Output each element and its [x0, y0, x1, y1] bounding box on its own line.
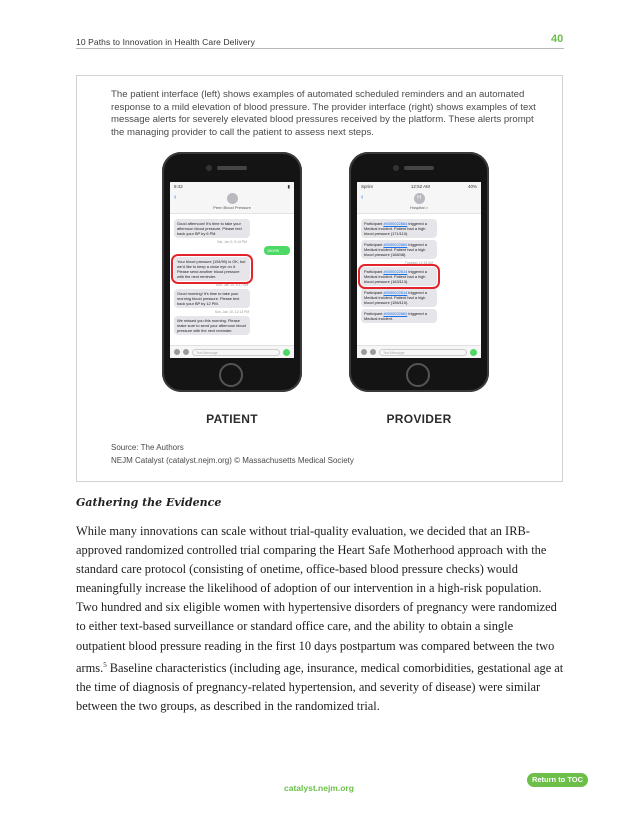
footnote-ref[interactable]: 5: [103, 660, 107, 669]
received-message-bubble: Good morning! It's time to take your morning blood pressure. Please text back your BP by 12 PM.: [174, 289, 250, 308]
camera-icon[interactable]: [361, 349, 367, 355]
participant-link[interactable]: #0000022860: [383, 242, 408, 247]
camera-icon[interactable]: [174, 349, 180, 355]
message-timestamp: Tuesday 12:18 AM: [404, 261, 434, 265]
paragraph-text: While many innovations can scale without trial-quality evaluation, we decided that an IRB-approved randomized controlled trial comparing the Heart Safe Motherhood approach with the standard care protocol (consisting of onetime, office-based blood pressure checks) would meaningfully increase the likelihood of adoption of our intervention in a high-risk population. Two hundred and six eligible women with hypertensive disorders of pregnancy were randomized to either text-based surveillance or standard office care, and the ability to obtain a single outpatient blood pressure reading in the first 10 days postpartum was compared between the two arms.: [76, 524, 557, 675]
message-input[interactable]: Text Message: [379, 349, 467, 356]
participant-link[interactable]: #0000022814: [383, 290, 408, 295]
sent-message-bubble: 150/95: [264, 246, 290, 255]
camera-icon: [393, 165, 399, 171]
provider-label: PROVIDER: [386, 412, 452, 426]
back-chevron-icon[interactable]: ‹: [361, 194, 364, 201]
speaker-icon: [404, 166, 434, 170]
home-button: [219, 363, 243, 387]
message-timestamp: Sun, Jan 10, 12:13 PM: [214, 310, 250, 314]
received-message-bubble: Good afternoon! It's time to take your afternoon blood pressure. Please text back your BP by 6 PM.: [174, 219, 250, 238]
back-chevron-icon[interactable]: ‹: [174, 194, 177, 201]
provider-phone: [349, 152, 489, 392]
patient-label: PATIENT: [206, 412, 258, 426]
source-line: Source: The Authors: [111, 443, 184, 452]
message-input[interactable]: Text Message: [192, 349, 280, 356]
compose-bar: [357, 345, 481, 358]
page-number: 40: [551, 33, 564, 45]
apps-icon[interactable]: [183, 349, 189, 355]
compose-bar: [170, 345, 294, 358]
highlighted-message-bubble: Participant #0000022814 triggered a Medical incident. Patient had a high blood pressure (163/113).: [361, 267, 437, 286]
received-message-bubble: Participant #0000022860 triggered a Medical incident.: [361, 309, 437, 323]
status-battery: 40%: [467, 184, 477, 189]
status-bar: [170, 182, 294, 191]
copyright-line: NEJM Catalyst (catalyst.nejm.org) © Massachusetts Medical Society: [111, 456, 354, 465]
send-icon[interactable]: [470, 349, 477, 356]
apps-icon[interactable]: [370, 349, 376, 355]
return-to-toc-button[interactable]: Return to TOC: [527, 773, 588, 787]
send-icon[interactable]: [283, 349, 290, 356]
battery-icon: ▮: [287, 184, 290, 189]
message-list: [357, 214, 481, 328]
patient-phone-screen: [170, 182, 294, 358]
speaker-icon: [217, 166, 247, 170]
camera-icon: [206, 165, 212, 171]
status-time: 8:42: [174, 184, 183, 189]
contact-name: Hospital >: [410, 205, 428, 210]
conversation-header: [357, 191, 481, 214]
home-button: [406, 363, 430, 387]
highlighted-message-bubble: Your blood pressure (154/90) is OK, but we'd like to keep a close eye on it. Please send another blood pressure with the next reminder.: [174, 257, 250, 281]
received-message-bubble: We missed you this morning. Please make sure to send your afternoon blood pressure with the next reminder.: [174, 316, 250, 335]
message-list: [170, 214, 294, 340]
received-message-bubble: Participant #0000022814 triggered a Medical incident. Patient had a high blood pressure (156/110).: [361, 288, 437, 307]
avatar: H: [414, 193, 425, 204]
message-timestamp: Sat, Jan 9, 5:14 PM: [217, 240, 247, 244]
figure-source: [111, 441, 354, 467]
message-timestamp: Sun, Jan 10, 8:17 AM: [215, 283, 249, 287]
received-message-bubble: Participant #0000022860 triggered a Medical incident. Patient had a high blood pressure (168/48).: [361, 240, 437, 259]
status-carrier: Sprint: [361, 184, 373, 189]
figure-panel: [76, 75, 563, 482]
status-time: 12:52 AM: [410, 184, 430, 189]
participant-link[interactable]: #0000022860: [383, 311, 408, 316]
header-divider: [76, 48, 564, 49]
running-head-title: 10 Paths to Innovation in Health Care Delivery: [76, 37, 255, 47]
participant-link[interactable]: #0000022814: [383, 269, 408, 274]
body-paragraph: [76, 522, 564, 716]
paragraph-text-cont: Baseline characteristics (including age, insurance, medical comorbidities, gestational age at the time of diagnosis of pregnancy-related hypertension, and severity of disease) were similar between the two groups, as described in the randomized trial.: [76, 660, 564, 713]
participant-link[interactable]: #0000022864: [383, 221, 408, 226]
status-bar: [357, 182, 481, 191]
received-message-bubble: Participant #0000022864 triggered a Medical incident. Patient had a high blood pressure (171/110).: [361, 219, 437, 238]
avatar: [227, 193, 238, 204]
patient-phone: [162, 152, 302, 392]
conversation-header: [170, 191, 294, 214]
footer-url[interactable]: catalyst.nejm.org: [284, 783, 354, 793]
provider-phone-screen: [357, 182, 481, 358]
figure-caption: The patient interface (left) shows examples of automated scheduled reminders and an automated response to a mild elevation of blood pressure. The provider interface (right) shows examples of text message alerts for severely elevated blood pressures received by the platform. These alerts prompt the managing provider to call the patient to assess next steps.: [111, 89, 536, 138]
section-heading: Gathering the Evidence: [76, 496, 222, 509]
contact-name: Penn Blood Pressure: [213, 205, 251, 210]
